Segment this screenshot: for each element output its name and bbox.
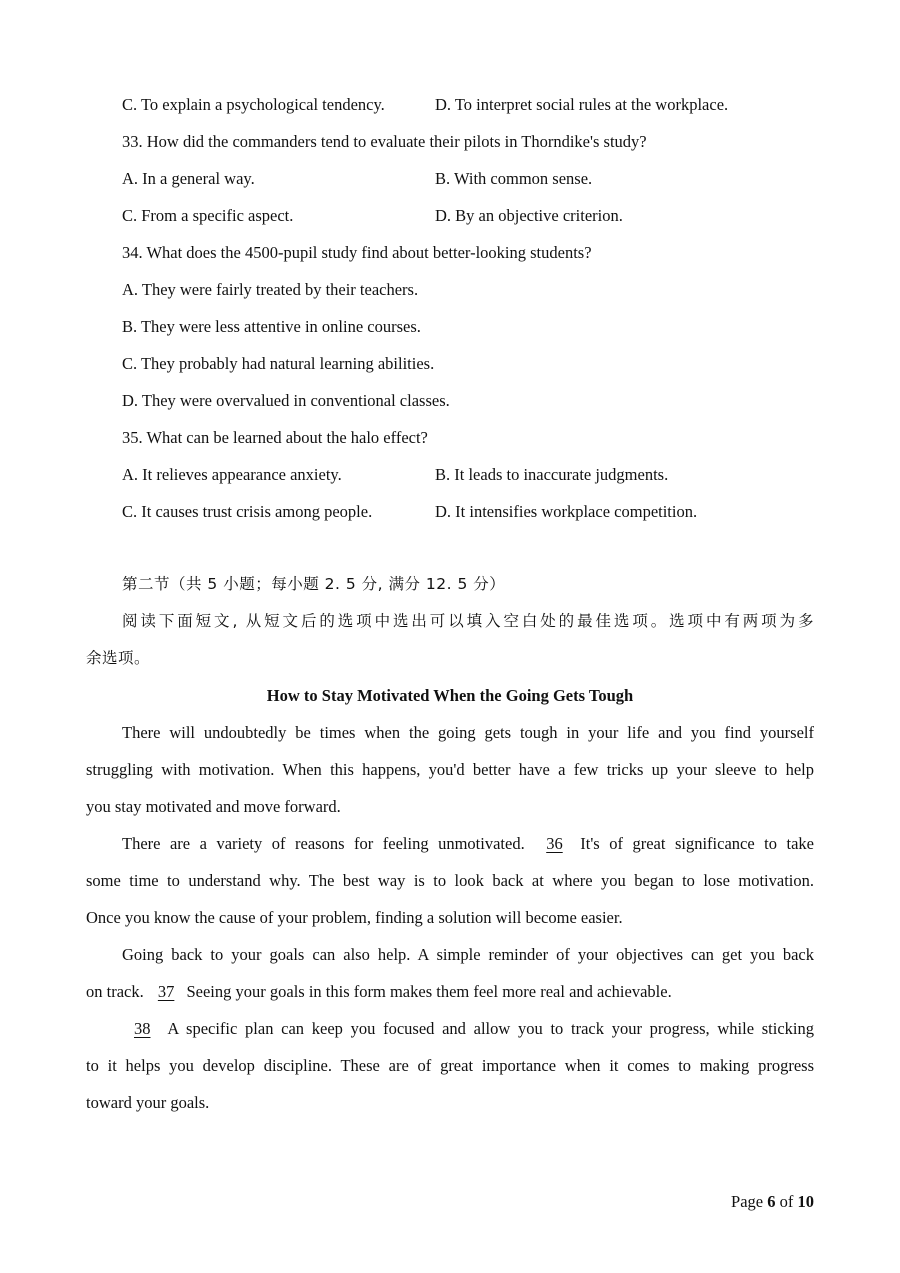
- current-page: 6: [767, 1192, 776, 1211]
- paragraph-1-line-3: you stay motivated and move forward.: [86, 797, 341, 816]
- paragraph-4-line-1: [122, 1019, 814, 1039]
- paragraph-4-text-b: A specific plan can keep you focused and allow you to track your progress, while sticking: [167, 1019, 815, 1038]
- paragraph-2-text-b: It's of great significance to take: [580, 834, 814, 853]
- total-pages: 10: [797, 1192, 814, 1211]
- q34-stem: 34. What does the 4500-pupil study find about better-looking students?: [122, 243, 592, 262]
- blank-37: 37: [157, 982, 175, 1001]
- q35-option-a: A. It relieves appearance anxiety.: [122, 465, 342, 484]
- q35-stem: 35. What can be learned about the halo effect?: [122, 428, 428, 447]
- q33-option-a: A. In a general way.: [122, 169, 255, 188]
- page-label: Page: [731, 1192, 764, 1211]
- paragraph-2-line-2: some time to understand why. The best way is to look back at where you began to lose motivation.: [86, 871, 814, 890]
- paragraph-1-line-1: There will undoubtedly be times when the going gets tough in your life and you find yourself: [122, 723, 814, 742]
- paragraph-3-text-a: on track.: [86, 982, 144, 1001]
- paragraph-4-line-2: to it helps you develop discipline. These are of great importance when it comes to making progress: [86, 1056, 814, 1075]
- section-instruction-line-1: 阅读下面短文, 从短文后的选项中选出可以填入空白处的最佳选项。选项中有两项为多: [122, 612, 814, 630]
- blank-38: 38: [134, 1019, 151, 1038]
- q33-option-b: B. With common sense.: [435, 169, 593, 188]
- q35-option-c: C. It causes trust crisis among people.: [122, 502, 373, 521]
- paragraph-4-line-3: toward your goals.: [86, 1093, 210, 1112]
- q34-option-d: D. They were overvalued in conventional classes.: [122, 391, 450, 410]
- q34-option-a: A. They were fairly treated by their teachers.: [122, 280, 419, 299]
- q33-option-d: D. By an objective criterion.: [435, 206, 623, 225]
- section-heading: 第二节（共 5 小题；每小题 2. 5 分, 满分 12. 5 分）: [122, 575, 506, 593]
- q32-option-d: D. To interpret social rules at the workplace.: [435, 95, 729, 114]
- q35-option-b: B. It leads to inaccurate judgments.: [435, 465, 669, 484]
- blank-36: 36: [546, 834, 563, 853]
- paragraph-1-line-2: struggling with motivation. When this happens, you'd better have a few tricks up your sleeve to help: [86, 760, 814, 779]
- q33-stem: 33. How did the commanders tend to evaluate their pilots in Thorndike's study?: [122, 132, 647, 151]
- q33-option-c: C. From a specific aspect.: [122, 206, 294, 225]
- q32-option-c: C. To explain a psychological tendency.: [122, 95, 385, 114]
- page-number: [731, 1192, 814, 1212]
- q34-option-c: C. They probably had natural learning abilities.: [122, 354, 435, 373]
- paragraph-3-line-2: [86, 982, 672, 1002]
- q34-option-b: B. They were less attentive in online courses.: [122, 317, 421, 336]
- passage-title: How to Stay Motivated When the Going Gets Tough: [266, 686, 634, 705]
- paragraph-2-line-3: Once you know the cause of your problem, finding a solution will become easier.: [86, 908, 623, 927]
- of-label: of: [779, 1192, 794, 1211]
- section-instruction-line-2: 余选项。: [86, 649, 151, 667]
- q35-option-d: D. It intensifies workplace competition.: [435, 502, 698, 521]
- paragraph-2-line-1: [122, 834, 814, 854]
- paragraph-3-line-1: Going back to your goals can also help. A simple reminder of your objectives can get you back: [122, 945, 814, 964]
- paragraph-2-text-a: There are a variety of reasons for feeling unmotivated.: [122, 834, 525, 853]
- paragraph-3-text-b: Seeing your goals in this form makes them feel more real and achievable.: [186, 982, 672, 1001]
